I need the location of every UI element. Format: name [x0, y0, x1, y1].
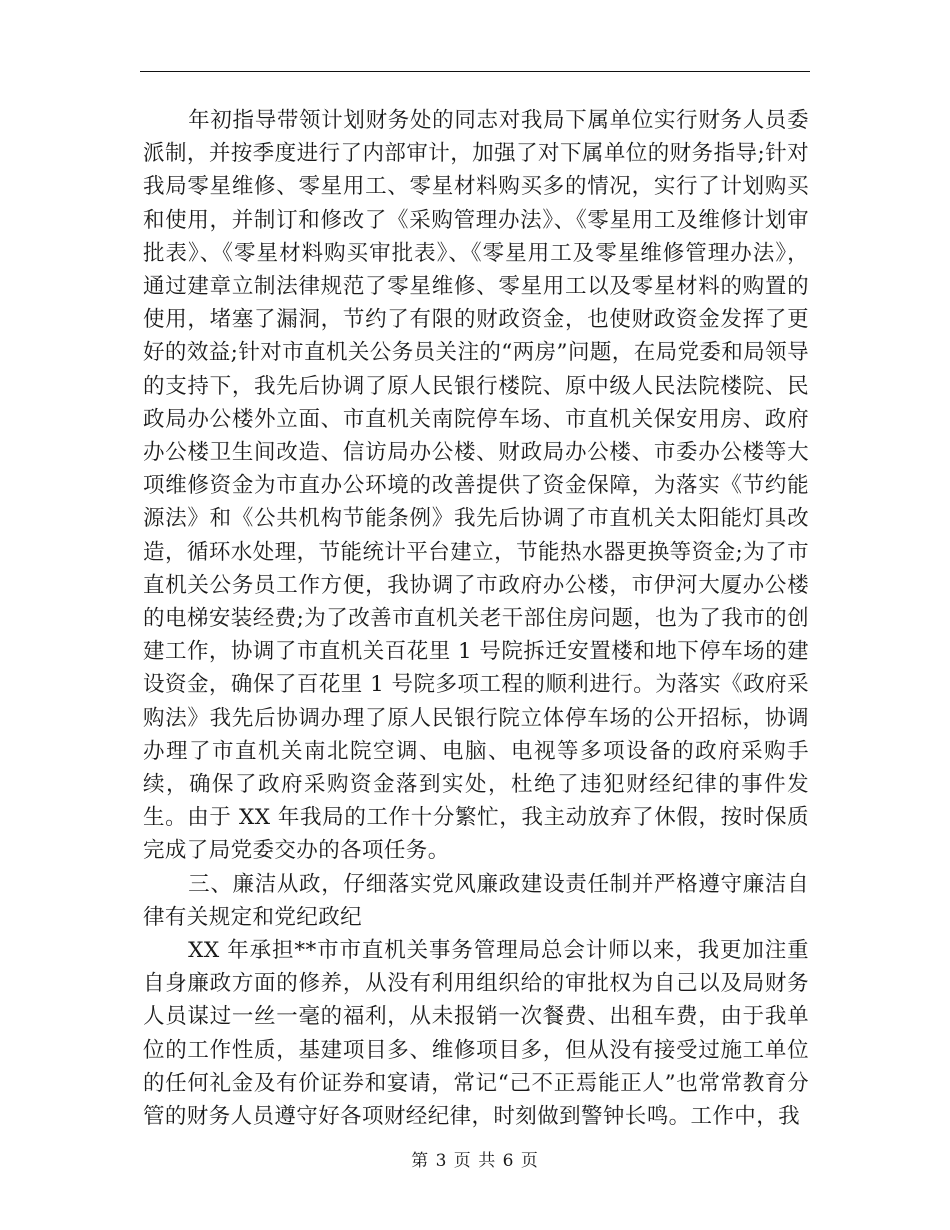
document-body: [143, 104, 809, 1133]
header-rule: [140, 71, 810, 72]
page-number-footer: 第 3 页 共 6 页: [411, 1151, 539, 1171]
section-heading-integrity: 三、廉洁从政，仔细落实党风廉政建设责任制并严格遵守廉洁自律有关规定和党纪政纪: [143, 871, 809, 930]
paragraph-finance-work: 年初指导带领计划财务处的同志对我局下属单位实行财务人员委派制，并按季度进行了内部审计，加强了对下属单位的财务指导;针对我局零星维修、零星用工、零星材料购买多的情况，实行了计划购买和使用，并制订和修改了《采购管理办法》、《零星用工及维修计划审批表》、《零星材料购买审批表》、《零星用工及零星维修管理办法》，通过建章立制法律规范了零星维修、零星用工以及零星材料的购置的使用，堵塞了漏洞，节约了有限的财政资金，也使财政资金发挥了更好的效益;针对市直机关公务员关注的“两房”问题，在局党委和局领导的支持下，我先后协调了原人民银行楼院、原中级人民法院楼院、民政局办公楼外立面、市直机关南院停车场、市直机关保安用房、政府办公楼卫生间改造、信访局办公楼、财政局办公楼、市委办公楼等大项维修资金为市直办公环境的改善提供了资金保障，为落实《节约能源法》和《公共机构节能条例》我先后协调了市直机关太阳能灯具改造，循环水处理，节能统计平台建立，节能热水器更换等资金;为了市直机关公务员工作方便，我协调了市政府办公楼，市伊河大厦办公楼的电梯安装经费;为了改善市直机关老干部住房问题，也为了我市的创建工作，协调了市直机关百花里 1 号院拆迁安置楼和地下停车场的建设资金，确保了百花里 1 号院多项工程的顺利进行。为落实《政府采购法》我先后协调办理了原人民银行院立体停车场的公开招标，协调办理了市直机关南北院空调、电脑、电视等多项设备的政府采购手续，确保了政府采购资金落到实处，杜绝了违犯财经纪律的事件发生。由于 XX 年我局的工作十分繁忙，我主动放弃了休假，按时保质完成了局党委交办的各项任务。: [143, 108, 809, 864]
paragraph-integrity: XX 年承担**市市直机关事务管理局总会计师以来，我更加注重自身廉政方面的修养，从没有利用组织给的审批权为自己以及局财务人员谋过一丝一毫的福利，从未报销一次餐费、出租车费，由于我单位的工作性质，基建项目多、维修项目多，但从没有接受过施工单位的任何礼金及有价证券和宴请，常记“己不正焉能正人”也常常教育分管的财务人员遵守好各项财经纪律，时刻做到警钟长鸣。工作中，我: [143, 938, 809, 1130]
